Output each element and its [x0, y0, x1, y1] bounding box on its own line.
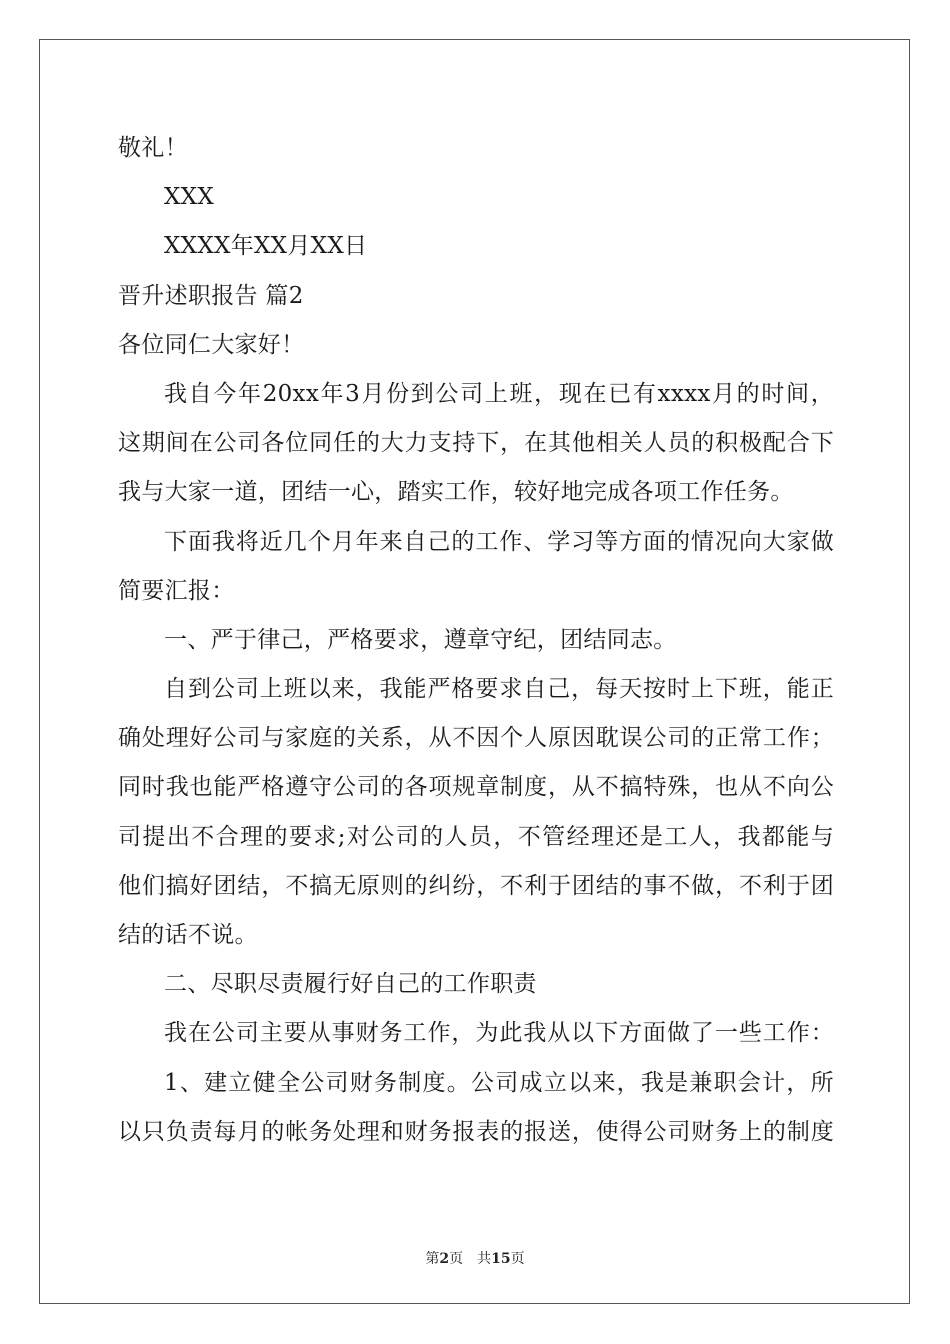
text-line: XXXX年XX月XX日: [164, 233, 368, 260]
footer-total-suffix: 页: [510, 1251, 525, 1267]
text-line: 我自今年20xx年3月份到公司上班，现在已有xxxx月的时间，: [164, 380, 834, 407]
footer-total-prefix: 共: [477, 1251, 492, 1267]
text-line: 二、尽职尽责履行好自己的工作职责: [164, 971, 537, 998]
text-line: 下面我将近几个月年来自己的工作、学习等方面的情况向大家做: [164, 528, 834, 555]
text-line: 各位同仁大家好！: [118, 331, 305, 358]
text-line: 他们搞好团结，不搞无原则的纠纷，不利于团结的事不做，不利于团: [118, 872, 834, 899]
text-line: 同时我也能严格遵守公司的各项规章制度，从不搞特殊，也从不向公: [118, 774, 834, 801]
page-footer: [0, 1248, 950, 1268]
footer-total-pages: 15: [491, 1251, 511, 1267]
footer-page-prefix: 第: [425, 1251, 440, 1267]
text-line: XXX: [164, 184, 215, 211]
footer-page-number: 2: [439, 1251, 450, 1267]
footer-page-suffix: 页: [449, 1251, 464, 1267]
text-line: 简要汇报：: [118, 577, 235, 604]
text-line: 这期间在公司各位同任的大力支持下，在其他相关人员的积极配合下: [118, 430, 834, 457]
text-line: 敬礼！: [118, 135, 188, 161]
text-line: 我与大家一道，团结一心，踏实工作，较好地完成各项工作任务。: [118, 479, 794, 506]
text-line: 以只负责每月的帐务处理和财务报表的报送，使得公司财务上的制度: [118, 1118, 834, 1145]
text-line: 司提出不合理的要求;对公司的人员，不管经理还是工人，我都能与: [118, 823, 834, 850]
text-line: 一、严于律己，严格要求，遵章守纪，团结同志。: [164, 626, 677, 653]
text-line: 结的话不说。: [118, 922, 258, 948]
text-line: 确处理好公司与家庭的关系，从不因个人原因耽误公司的正常工作；: [118, 725, 834, 752]
text-line: 我在公司主要从事财务工作，为此我从以下方面做了一些工作：: [164, 1020, 834, 1047]
text-line: 1、建立健全公司财务制度。公司成立以来，我是兼职会计，所: [164, 1069, 834, 1096]
text-line: 自到公司上班以来，我能严格要求自己，每天按时上下班，能正: [164, 676, 834, 703]
text-line: 晋升述职报告 篇2: [118, 282, 304, 309]
document-body: [118, 124, 834, 1157]
